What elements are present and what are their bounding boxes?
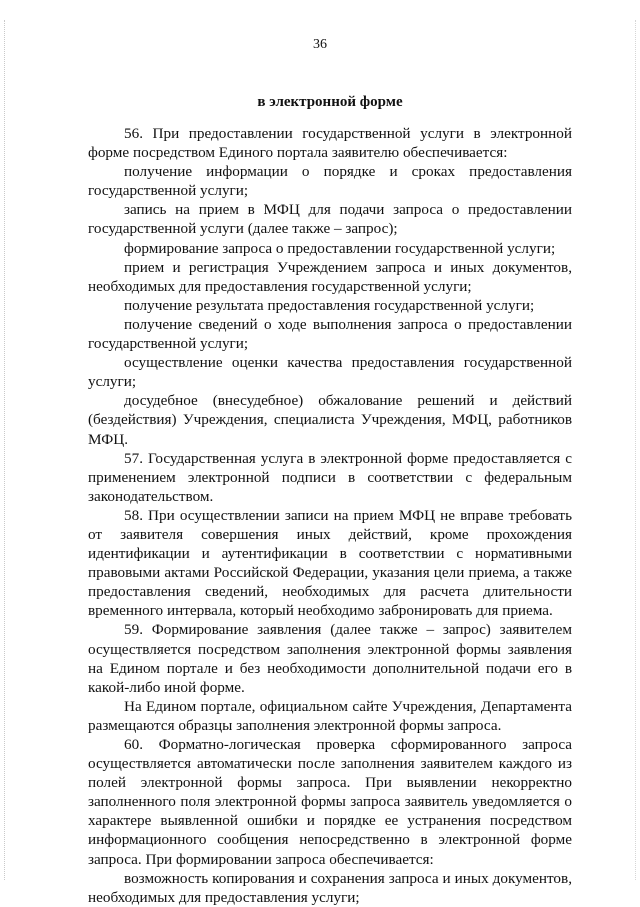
list-item-quality: осуществление оценки качества предоставления государственной услуги;: [88, 354, 572, 391]
paragraph-57: 57. Государственная услуга в электронной форме предоставляется с применением электронной подписи в соответствии с федеральным законодательством.: [88, 449, 572, 505]
section-heading: в электронной форме: [257, 94, 403, 110]
paragraph-56: 56. При предоставлении государственной услуги в электронной форме посредством Единого портала заявителю обеспечивается:: [88, 125, 572, 162]
list-item-result: получение результата предоставления государственной услуги;: [124, 296, 535, 314]
list-item-status: получение сведений о ходе выполнения запроса о предоставлении государственной услуги;: [88, 315, 572, 353]
scan-edge-left: [4, 20, 7, 880]
list-item-appointment: запись на прием в МФЦ для подачи запроса о предоставлении государственной услуги (далее также – запрос);: [88, 201, 572, 238]
list-item-info: получение информации о порядке и сроках предоставления государственной услуги;: [88, 163, 572, 200]
scan-edge-right: [633, 20, 636, 880]
list-item-copying: возможность копирования и сохранения запроса и иных документов, необходимых для предоставления услуги;: [88, 869, 572, 906]
list-item-request-forming: формирование запроса о предоставлении государственной услуги;: [124, 239, 556, 257]
list-item-appeal: досудебное (внесудебное) обжалование решений и действий (бездействия) Учреждения, специалиста Учреждения, МФЦ, работников МФЦ.: [88, 392, 572, 448]
paragraph-60: 60. Форматно-логическая проверка сформированного запроса осуществляется автоматически после заполнения заявителем каждого из полей электронной формы запроса. При выявлении некорректно заполненного поля электронной формы запроса заявитель уведомляется о характере выявленной ошибки и порядке ее устранения посредством информационного сообщения непосредственно в электронной форме запроса. При формировании запроса обеспечивается:: [88, 736, 572, 868]
paragraph-samples: На Едином портале, официальном сайте Учреждения, Департамента размещаются образцы заполнения электронной формы запроса.: [88, 697, 572, 734]
paragraph-58: 58. При осуществлении записи на прием МФЦ не вправе требовать от заявителя совершения иных действий, кроме прохождения идентификации и аутентификации в соответствии с нормативными правовыми актами Российской Федерации, указания цели приема, а также предоставления сведений, необходимых для расчета длительности временного интервала, который необходимо забронировать для приема.: [88, 506, 572, 620]
list-item-registration: прием и регистрация Учреждением запроса и иных документов, необходимых для предоставления государственной услуги;: [88, 258, 572, 295]
paragraph-59: 59. Формирование заявления (далее также – запрос) заявителем осуществляется посредством заполнения электронной формы заявления на Едином портале и без необходимости дополнительной подачи его в какой-либо иной форме.: [88, 621, 572, 696]
page-number: 36: [313, 37, 327, 52]
document-body: [88, 124, 572, 907]
